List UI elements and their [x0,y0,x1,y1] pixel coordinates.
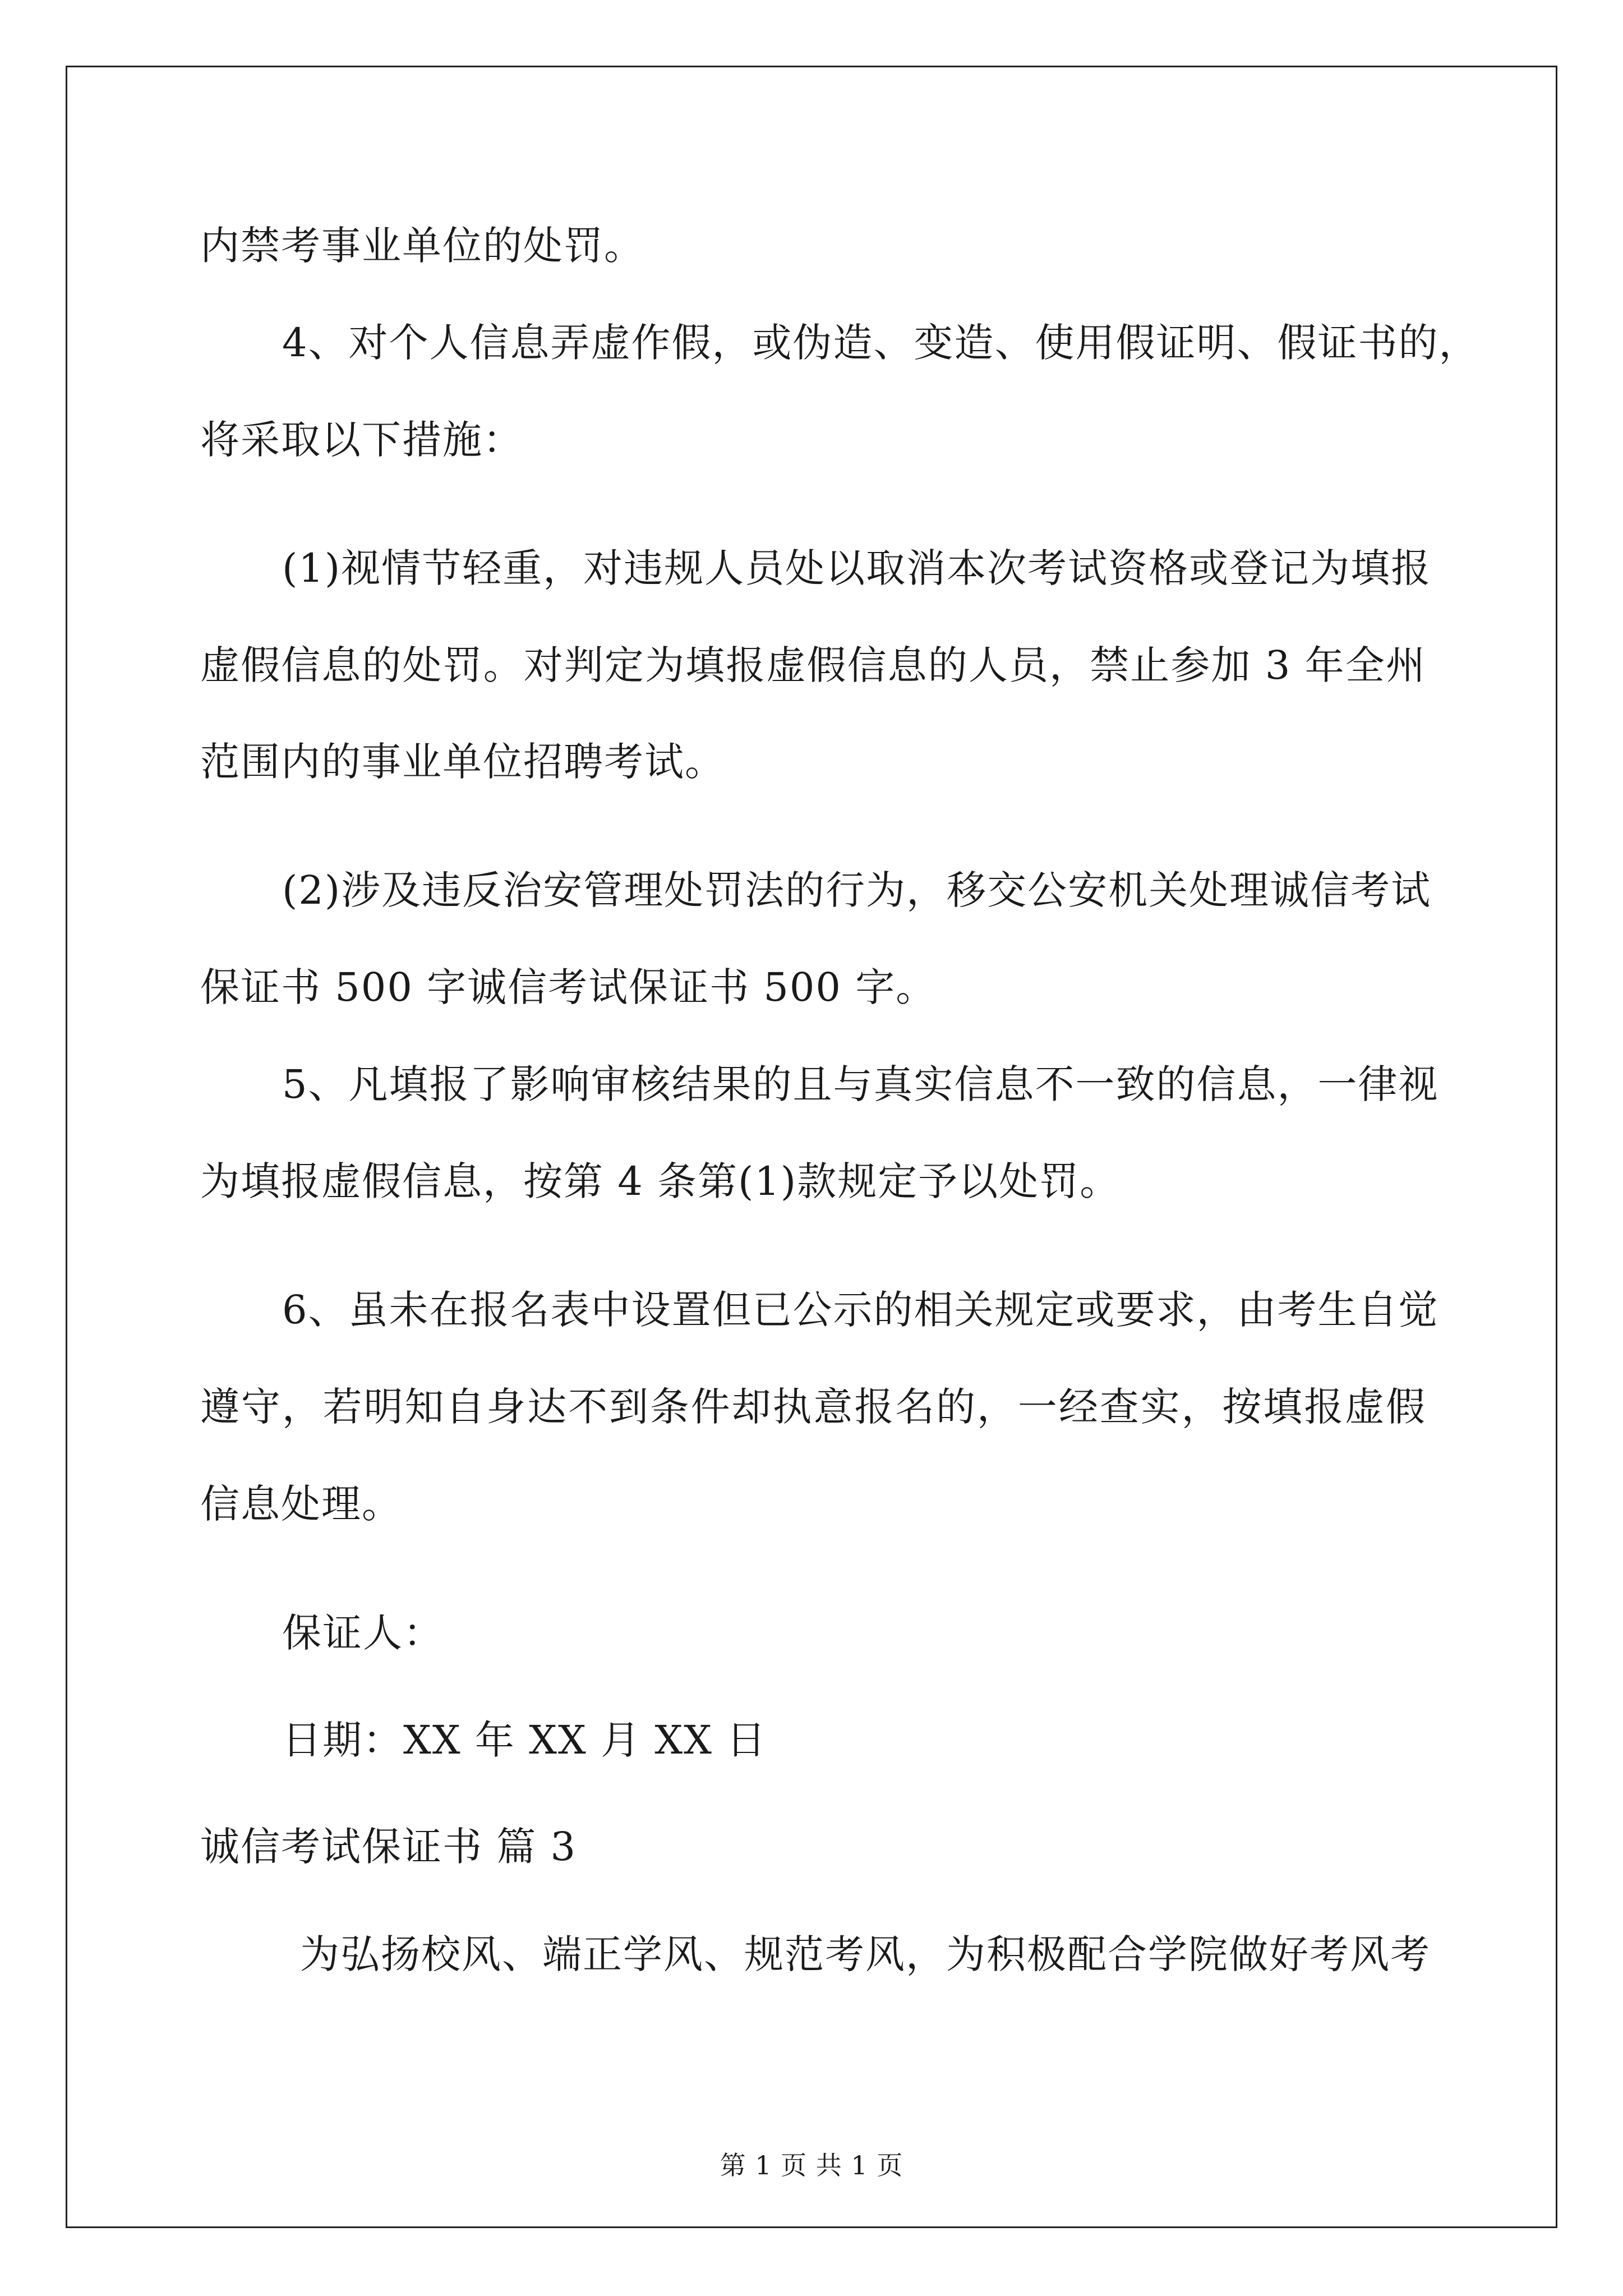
guarantor-label: 保证人： [282,1610,444,1656]
text-line-12: 遵守，若明知自身达不到条件却执意报名的，一经查实，按填报虚假 [200,1384,1426,1430]
text-line-11: 6、虽未在报名表中设置但已公示的相关规定或要求，由考生自觉 [282,1287,1439,1333]
text-line-7: (2)涉及违反治安管理处罚法的行为，移交公安机关处理诚信考试 [282,867,1432,913]
text-line-5: 虚假信息的处罚。对判定为填报虚假信息的人员，禁止参加 3 年全州 [200,642,1426,688]
text-line-3: 将采取以下措施： [200,417,523,463]
text-line-6: 范围内的事业单位招聘考试。 [200,739,725,785]
text-line-10: 为填报虚假信息，按第 4 条第(1)款规定予以处罚。 [200,1158,1121,1204]
section-heading: 诚信考试保证书 篇 3 [200,1824,577,1870]
page-footer: 第 1 页 共 1 页 [720,2150,903,2180]
text-line-9: 5、凡填报了影响审核结果的且与真实信息不一致的信息，一律视 [282,1061,1439,1107]
text-line-4: (1)视情节轻重，对违规人员处以取消本次考试资格或登记为填报 [282,545,1432,591]
text-line-13: 信息处理。 [200,1481,402,1527]
text-line-17: 为弘扬校风、端正学风、规范考风，为积极配合学院做好考风考 [300,1931,1431,1977]
text-line-2: 4、对个人信息弄虚作假，或伪造、变造、使用假证明、假证书的， [282,320,1479,366]
text-line-8: 保证书 500 字诚信考试保证书 500 字。 [200,964,937,1010]
page-border [66,66,1557,2228]
date-line: 日期：XX 年 XX 月 XX 日 [282,1717,767,1763]
text-line-1: 内禁考事业单位的处罚。 [200,223,644,269]
